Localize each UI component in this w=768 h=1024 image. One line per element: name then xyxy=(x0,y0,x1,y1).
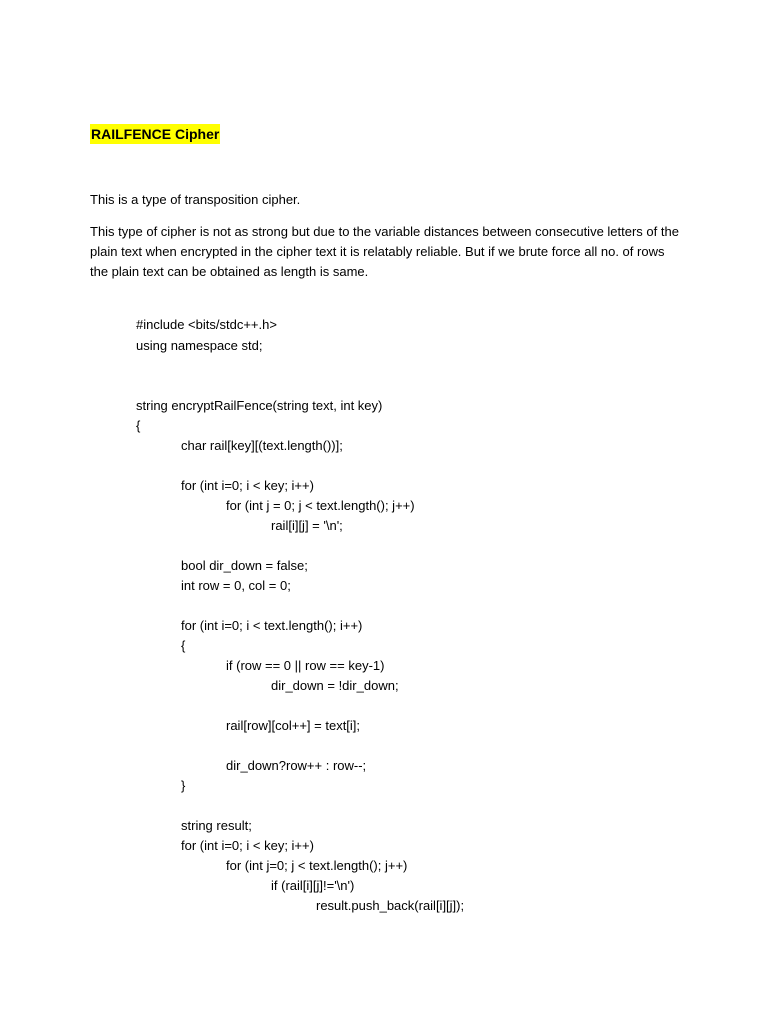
code-line: for (int j = 0; j < text.length(); j++) xyxy=(226,498,415,513)
code-line: using namespace std; xyxy=(136,338,263,353)
code-line: for (int i=0; i < key; i++) xyxy=(181,838,314,853)
intro-paragraph xyxy=(90,190,690,210)
code-line: dir_down?row++ : row--; xyxy=(226,758,367,773)
paragraph-line: plain text when encrypted in the cipher text it is relatably reliable. But if we brute force all no. of rows xyxy=(90,244,665,259)
code-line: dir_down = !dir_down; xyxy=(271,678,399,693)
code-line: { xyxy=(181,638,186,653)
code-line: { xyxy=(136,418,141,433)
code-line: for (int j=0; j < text.length(); j++) xyxy=(226,858,408,873)
code-line: for (int i=0; i < key; i++) xyxy=(181,478,314,493)
code-line: if (rail[i][j]!='\n') xyxy=(271,878,355,893)
code-line: } xyxy=(181,778,186,793)
code-line: string result; xyxy=(181,818,252,833)
code-line: char rail[key][(text.length())]; xyxy=(181,438,343,453)
code-line: if (row == 0 || row == key-1) xyxy=(226,658,385,673)
paragraph-line: This type of cipher is not as strong but due to the variable distances between consecutive letters of the xyxy=(90,224,679,239)
paragraph-line: the plain text can be obtained as length is same. xyxy=(90,264,369,279)
document-title: RAILFENCE Cipher xyxy=(91,126,220,142)
code-line: rail[i][j] = '\n'; xyxy=(271,518,343,533)
description-paragraph xyxy=(90,222,690,282)
paragraph-line: This is a type of transposition cipher. xyxy=(90,192,301,207)
code-line: for (int i=0; i < text.length(); i++) xyxy=(181,618,363,633)
code-line: int row = 0, col = 0; xyxy=(181,578,291,593)
code-line: result.push_back(rail[i][j]); xyxy=(316,898,465,913)
code-line: string encryptRailFence(string text, int key) xyxy=(136,398,383,413)
code-line: rail[row][col++] = text[i]; xyxy=(226,718,361,733)
code-line: #include <bits/stdc++.h> xyxy=(136,317,277,332)
code-line: bool dir_down = false; xyxy=(181,558,308,573)
